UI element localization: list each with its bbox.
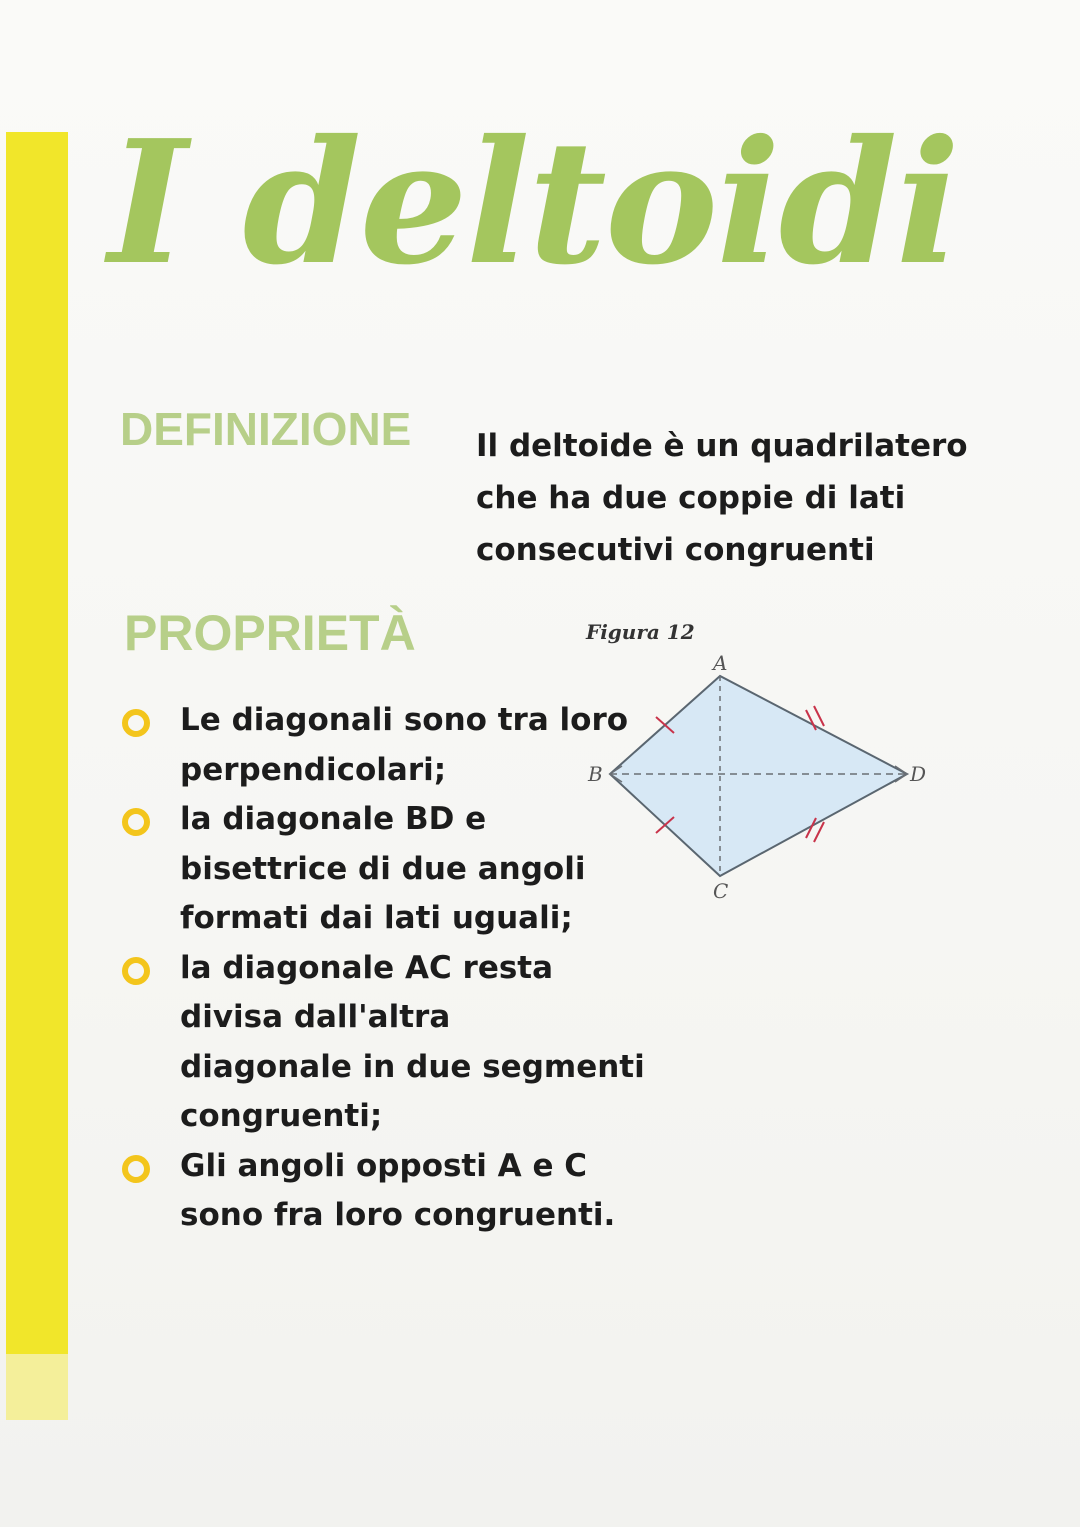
definition-heading: DEFINIZIONE (120, 403, 412, 455)
page-title: I deltoidi (108, 103, 959, 303)
property-line: diagonale in due segmenti (180, 1048, 645, 1085)
property-item (118, 795, 638, 944)
property-line: perpendicolari; (180, 751, 447, 788)
property-line: bisettrice di due angoli (180, 850, 586, 887)
vertex-label-b: B (588, 762, 603, 786)
bullet-circle-icon (122, 709, 150, 737)
property-item (118, 696, 638, 795)
definition-line: che ha due coppie di lati (476, 480, 906, 516)
double-tick-ad-2 (814, 706, 824, 726)
kite-shape (610, 676, 907, 876)
bullet-circle-icon (122, 1155, 150, 1183)
property-line: formati dai lati uguali; (180, 900, 573, 936)
margin-stripe-pale-band (6, 1354, 68, 1420)
definition-line: Il deltoide è un quadrilatero (476, 428, 968, 464)
property-line: sono fra loro congruenti. (180, 1197, 616, 1233)
bullet-circle-icon (122, 957, 150, 985)
definition-line: consecutivi congruenti (476, 532, 875, 568)
vertex-label-d: D (910, 762, 927, 786)
property-item (118, 1142, 638, 1241)
vertex-label-c: C (713, 879, 729, 903)
yellow-margin-stripe (6, 132, 68, 1420)
bullet-circle-icon (122, 808, 150, 836)
definition-text (476, 420, 996, 576)
properties-heading: PROPRIETÀ (124, 605, 416, 661)
property-line: Gli angoli opposti A e C (180, 1147, 588, 1184)
property-line: Le diagonali sono tra loro (180, 702, 629, 738)
vertex-label-a: A (713, 651, 728, 675)
property-line: la diagonale AC resta (180, 949, 554, 986)
properties-list (118, 696, 645, 1241)
figure-caption: Figura 12 (586, 620, 695, 644)
property-item (118, 944, 645, 1142)
property-line: congruenti; (180, 1098, 383, 1134)
property-line: divisa dall'altra (180, 999, 451, 1035)
property-line: la diagonale BD e (180, 801, 487, 837)
